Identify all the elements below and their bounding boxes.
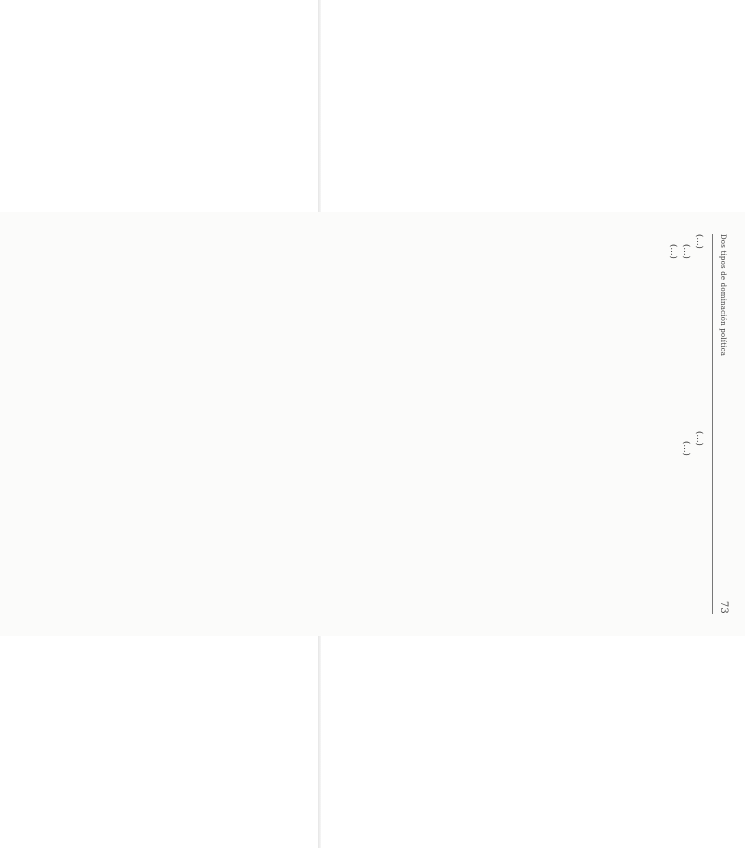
right-page: [107, 212, 745, 636]
running-head: Dos tipos de dominación política: [719, 234, 727, 357]
paragraph: (...): [667, 244, 678, 259]
text-column: [121, 431, 705, 614]
right-page-header: [715, 234, 729, 614]
page-number: 73: [718, 600, 729, 614]
paragraph: (...): [694, 431, 704, 446]
paragraph: (...): [680, 244, 691, 259]
paragraph: (...): [680, 441, 691, 456]
paragraph: (...): [694, 234, 704, 249]
right-page-columns: [121, 234, 705, 614]
text-column: [121, 234, 705, 417]
header-rule: [712, 234, 713, 614]
